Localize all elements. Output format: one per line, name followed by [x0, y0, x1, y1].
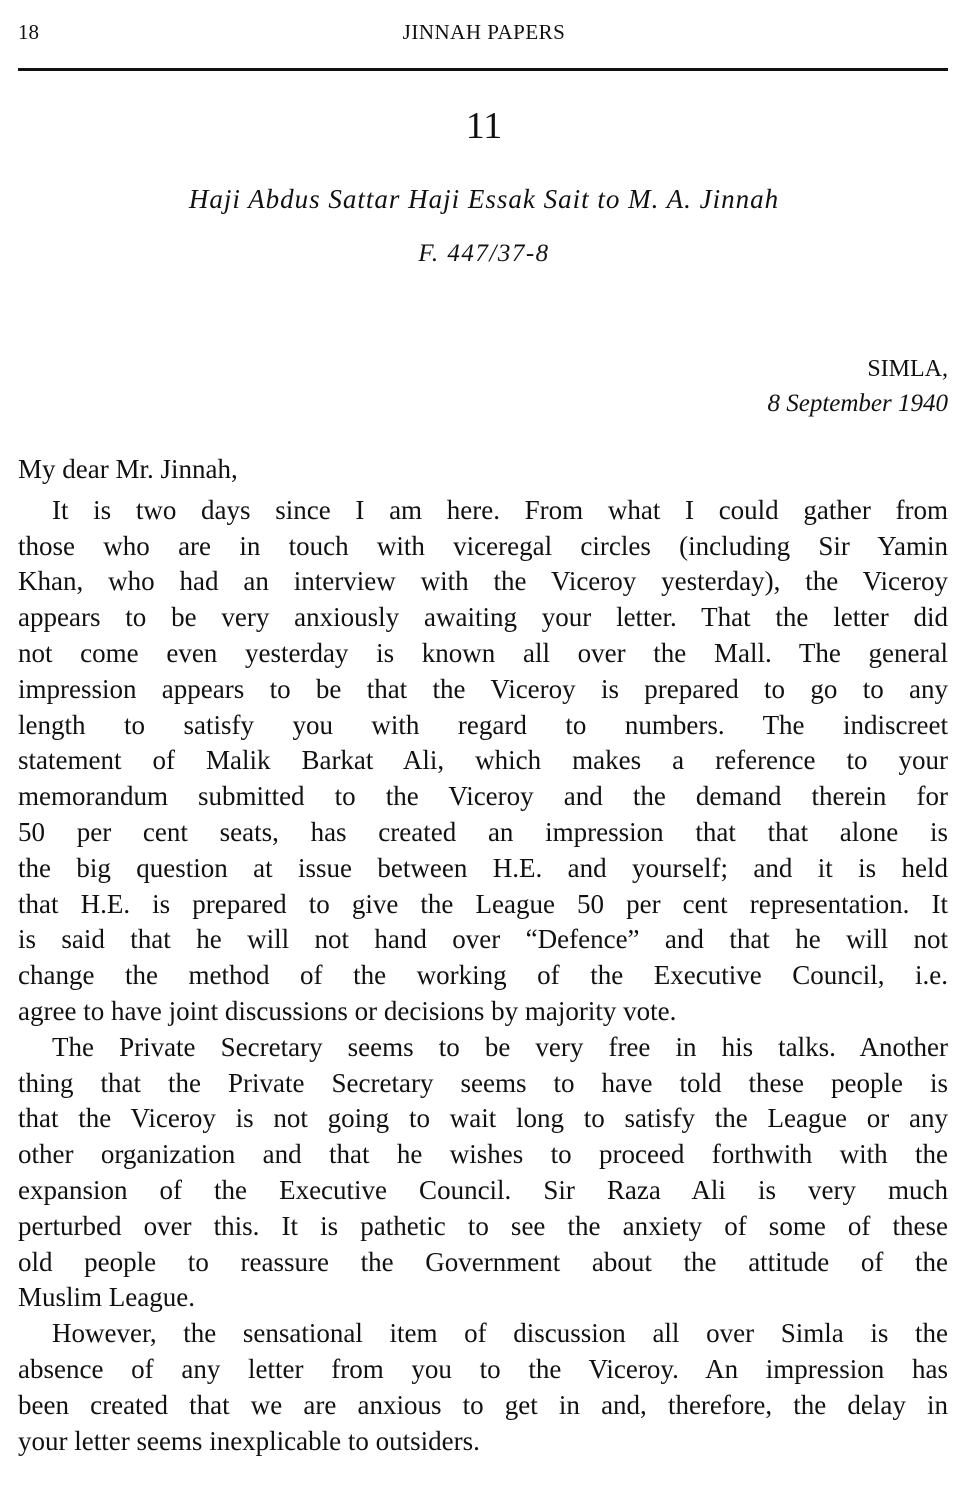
page-number: 18 — [18, 20, 39, 44]
text-line: perturbed over this. It is pathetic to see the anxiety of some of these — [18, 1210, 948, 1241]
text-line: that the Viceroy is not going to wait long to satisfy the League or any — [18, 1103, 948, 1134]
paragraph — [18, 1030, 948, 1316]
paragraph — [18, 493, 948, 1030]
text-line: other organization and that he wishes to proceed forthwith with the — [18, 1139, 948, 1170]
text-line: It is two days since I am here. From what I could gather from — [52, 494, 948, 525]
running-title: JINNAH PAPERS — [402, 20, 566, 44]
letter-date: 8 September 1940 — [767, 390, 948, 417]
file-reference: F. 447/37-8 — [418, 240, 550, 267]
text-line: impression appears to be that the Viceroy is prepared to go to any — [18, 673, 948, 704]
text-line: memorandum submitted to the Viceroy and the demand therein for — [18, 781, 948, 812]
text-line: that H.E. is prepared to give the League 50 per cent representation. It — [18, 888, 948, 919]
letter-body — [18, 452, 948, 1459]
text-line: expansion of the Executive Council. Sir Raza Ali is very much — [18, 1174, 948, 1205]
text-line: the big question at issue between H.E. and yourself; and it is held — [18, 852, 948, 883]
text-line: your letter seems inexplicable to outsiders. — [18, 1425, 480, 1456]
text-line: appears to be very anxiously awaiting your letter. That the letter did — [18, 602, 948, 633]
text-line: not come even yesterday is known all over the Mall. The general — [18, 637, 948, 668]
text-line: length to satisfy you with regard to numbers. The indiscreet — [18, 709, 948, 740]
text-line: those who are in touch with viceregal circles (including Sir Yamin — [18, 530, 948, 561]
text-line: change the method of the working of the Executive Council, i.e. — [18, 960, 948, 991]
letter-place: SIMLA, — [867, 356, 948, 382]
paragraphs — [18, 493, 948, 1460]
text-line: The Private Secretary seems to be very free in his talks. Another — [52, 1031, 948, 1062]
text-line: Khan, who had an interview with the Viceroy yesterday), the Viceroy — [18, 566, 948, 597]
header-rule — [18, 68, 948, 71]
text-line: Muslim League. — [18, 1282, 195, 1313]
text-line: statement of Malik Barkat Ali, which makes a reference to your — [18, 745, 948, 776]
salutation: My dear Mr. Jinnah, — [18, 454, 238, 484]
text-line: been created that we are anxious to get in and, therefore, the delay in — [18, 1389, 948, 1420]
document-number: 11 — [465, 105, 503, 147]
text-line: thing that the Private Secretary seems to have told these people is — [18, 1067, 948, 1098]
text-line: 50 per cent seats, has created an impression that that alone is — [18, 816, 948, 847]
text-line: old people to reassure the Government about the attitude of the — [18, 1246, 948, 1277]
paragraph — [18, 1316, 948, 1459]
text-line: absence of any letter from you to the Viceroy. An impression has — [18, 1353, 948, 1384]
document-title: Haji Abdus Sattar Haji Essak Sait to M. A. Jinnah — [188, 184, 780, 214]
text-line: is said that he will not hand over “Defence” and that he will not — [18, 924, 948, 955]
text-line: However, the sensational item of discussion all over Simla is the — [52, 1318, 948, 1349]
text-line: agree to have joint discussions or decisions by majority vote. — [18, 995, 677, 1026]
